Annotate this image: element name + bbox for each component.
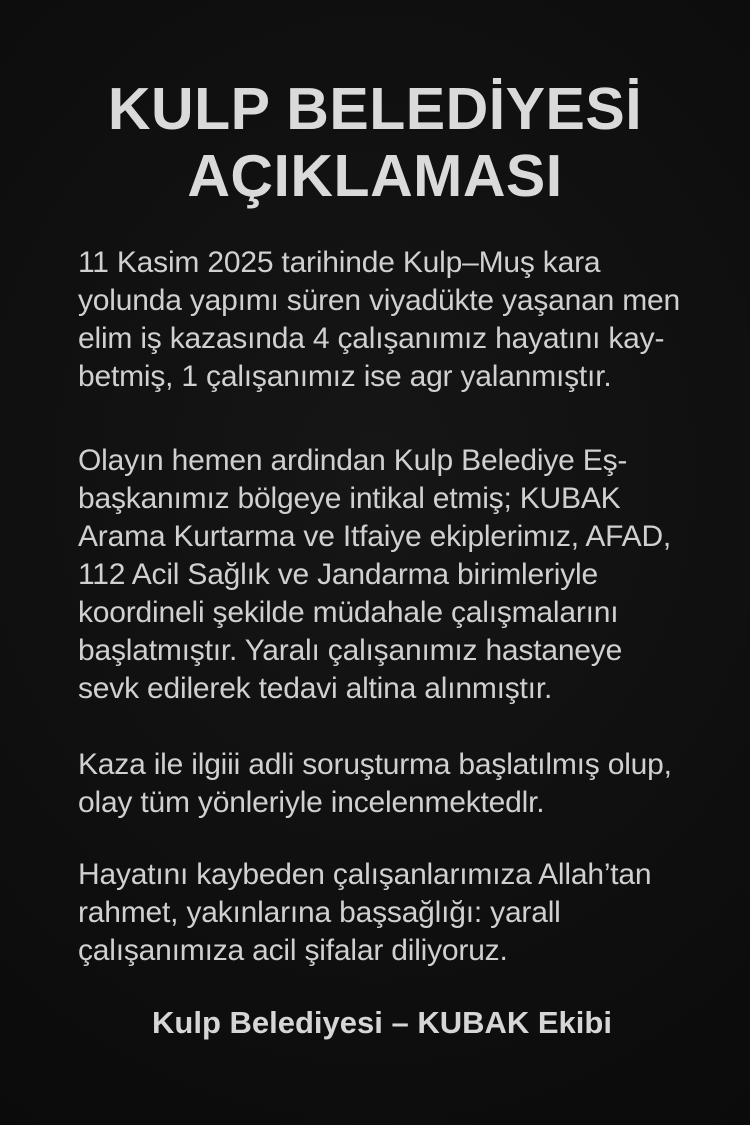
text-line: Kaza ile ilgiii adli soruşturma başlatılmış olup, — [78, 748, 672, 781]
announcement-body — [78, 244, 686, 1042]
signature: Kulp Belediyesi – KUBAK Ekibi — [152, 1005, 612, 1040]
text-line: 112 Acil Sağlık ve Jandarma birimleriyle — [78, 558, 599, 591]
text-line: olay tüm yönleriyle incelenmektedlr. — [78, 786, 545, 819]
text-line: 11 Kasim 2025 tarihinde Kulp–Muş kara — [78, 246, 601, 279]
text-line: sevk edilerek tedavi altina alınmıştır. — [78, 672, 553, 705]
text-line: koordineli şekilde müdahale çalışmalarını — [78, 596, 619, 629]
page-title — [0, 0, 750, 210]
text-line: başkanımız bölgeye intikal etmiş; KUBAK — [78, 482, 621, 515]
paragraph-investigation — [78, 746, 686, 822]
text-line: çalışanımıza acil şifalar diliyoruz. — [78, 934, 508, 967]
text-line: betmiş, 1 çalışanımız ise agr yalanmıştır. — [78, 360, 612, 393]
paragraph-response — [78, 442, 686, 708]
paragraph-incident — [78, 244, 686, 396]
title-line-1: KULP BELEDİYESİ — [107, 76, 643, 142]
title-line-2: AÇIKLAMASI — [187, 143, 563, 209]
paragraph-condolence — [78, 856, 686, 970]
text-line: Arama Kurtarma ve Itfaiye ekiplerimız, AFAD, — [78, 520, 672, 553]
text-line: rahmet, yakınlarına başsağlığı: yarall — [78, 896, 561, 929]
text-line: elim iş kazasında 4 çalışanımız hayatını kay- — [78, 322, 665, 355]
text-line: Olayın hemen ardindan Kulp Belediye Eş- — [78, 444, 628, 477]
text-line: başlatmıştır. Yaralı çalışanımız hastaneye — [78, 634, 623, 667]
text-line: Hayatını kaybeden çalışanlarımıza Allah’tan — [78, 858, 652, 891]
text-line: yolunda yapımı süren viyadükte yaşanan men — [78, 284, 680, 317]
